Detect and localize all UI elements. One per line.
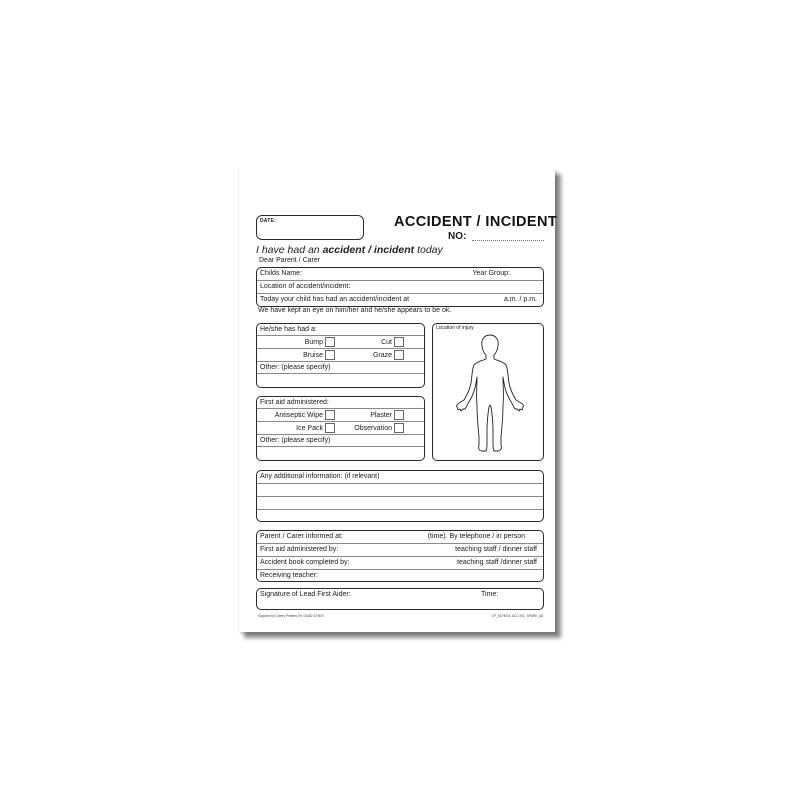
antiseptic-wipe-label: Antiseptic Wipe [274, 412, 323, 419]
bruise-checkbox[interactable] [325, 350, 335, 360]
bump-label: Bump [304, 339, 323, 346]
location-row[interactable] [257, 281, 543, 294]
receiving-teacher-label: Receiving teacher: [260, 572, 318, 579]
body-map-box[interactable] [432, 323, 544, 461]
book-completed-suffix: teaching staff /dinner staff [457, 559, 537, 566]
parent-informed-suffix: (time). By telephone / in person [427, 533, 525, 540]
first-aid-heading: First aid administered: [260, 399, 329, 406]
antiseptic-wipe-checkbox[interactable] [325, 410, 335, 420]
supplier-footer: Supplied by Cherry Printers Tel: 01482 370670 [258, 614, 325, 618]
number-field[interactable] [472, 240, 544, 241]
observation-label: Observation [354, 425, 392, 432]
year-group-label: Year Group: [472, 270, 510, 277]
first-aid-by-suffix: teaching staff / dinner staff [455, 546, 537, 553]
graze-label: Graze [372, 352, 392, 359]
plaster-checkbox[interactable] [394, 410, 404, 420]
additional-info-label: Any additional information: (if relevant) [260, 473, 380, 480]
childs-name-label: Childs Name: [260, 270, 303, 277]
number-label: NO: [448, 231, 467, 242]
option-bruise[interactable] [303, 350, 335, 361]
first-aid-box [256, 396, 425, 461]
form-title: ACCIDENT / INCIDENT [394, 214, 558, 230]
book-completed-row[interactable] [257, 557, 543, 570]
injuries-other-field[interactable] [257, 374, 424, 386]
date-field[interactable] [256, 215, 364, 240]
bump-checkbox[interactable] [325, 337, 335, 347]
injuries-row-2 [257, 349, 424, 362]
time-row[interactable] [257, 294, 543, 306]
am-pm-label: a.m. / p.m. [503, 296, 537, 303]
ice-pack-label: Ice Pack [296, 425, 323, 432]
option-plaster[interactable] [370, 410, 404, 421]
option-graze[interactable] [373, 350, 404, 361]
signature-time-label: Time: [481, 591, 499, 598]
option-cut[interactable] [381, 337, 404, 348]
book-completed-label: Accident book completed by: [260, 559, 350, 566]
first-aid-heading-row [257, 397, 424, 409]
parent-informed-label: Parent / Carer informed at: [260, 533, 343, 540]
graze-checkbox[interactable] [394, 350, 404, 360]
body-outline-icon[interactable] [453, 333, 527, 455]
first-aid-other-label: Other: (please specify) [260, 437, 331, 444]
first-aid-row-2 [257, 422, 424, 435]
date-label: DATE: [260, 218, 276, 224]
additional-info-line-1[interactable] [257, 484, 543, 497]
intro-heading [256, 244, 443, 256]
injuries-heading: He/she has had a: [260, 326, 317, 333]
plaster-label: Plaster [370, 412, 392, 419]
injuries-row-1 [257, 336, 424, 349]
injuries-other-row[interactable] [257, 362, 424, 374]
option-ice-pack[interactable] [296, 423, 335, 434]
signature-label: Signature of Lead First Aider: [260, 591, 351, 598]
childs-name-row[interactable] [257, 268, 543, 281]
additional-info-label-row[interactable] [257, 471, 543, 484]
cut-checkbox[interactable] [394, 337, 404, 347]
observation-checkbox[interactable] [394, 423, 404, 433]
salutation: Dear Parent / Carer [259, 257, 321, 264]
injuries-heading-row [257, 324, 424, 336]
first-aid-other-field[interactable] [257, 447, 424, 459]
option-antiseptic-wipe[interactable] [275, 410, 335, 421]
injuries-box [256, 323, 425, 388]
receiving-teacher-row[interactable] [257, 570, 543, 581]
additional-info-line-2[interactable] [257, 497, 543, 510]
form-code-footer: CP_SCHOOL ACC INC_SPARE_A5 [491, 614, 543, 618]
location-label: Location of accident/incident: [260, 283, 351, 290]
time-statement: Today your child has had an accident/incident at [260, 296, 410, 303]
notification-box [256, 530, 544, 582]
additional-info-box [256, 470, 544, 522]
first-aid-row-1 [257, 409, 424, 422]
details-box [256, 267, 544, 307]
intro-prefix: I have had an [256, 244, 323, 256]
first-aid-other-row[interactable] [257, 435, 424, 447]
first-aid-by-label: First aid administered by: [260, 546, 339, 553]
option-observation[interactable] [354, 423, 404, 434]
first-aid-by-row[interactable] [257, 544, 543, 557]
reassurance-text: We have kept an eye on him/her and he/she appears to be ok. [258, 307, 452, 314]
ice-pack-checkbox[interactable] [325, 423, 335, 433]
injuries-other-label: Other: (please specify) [260, 364, 331, 371]
option-bump[interactable] [305, 337, 335, 348]
body-map-label: Location of injury [436, 325, 474, 331]
intro-emphasis: accident / incident [322, 244, 415, 256]
signature-box[interactable] [256, 588, 544, 610]
cut-label: Cut [381, 339, 392, 346]
intro-suffix: today [414, 244, 443, 256]
bruise-label: Bruise [303, 352, 323, 359]
parent-informed-row[interactable] [257, 531, 543, 544]
additional-info-line-3[interactable] [257, 510, 543, 521]
